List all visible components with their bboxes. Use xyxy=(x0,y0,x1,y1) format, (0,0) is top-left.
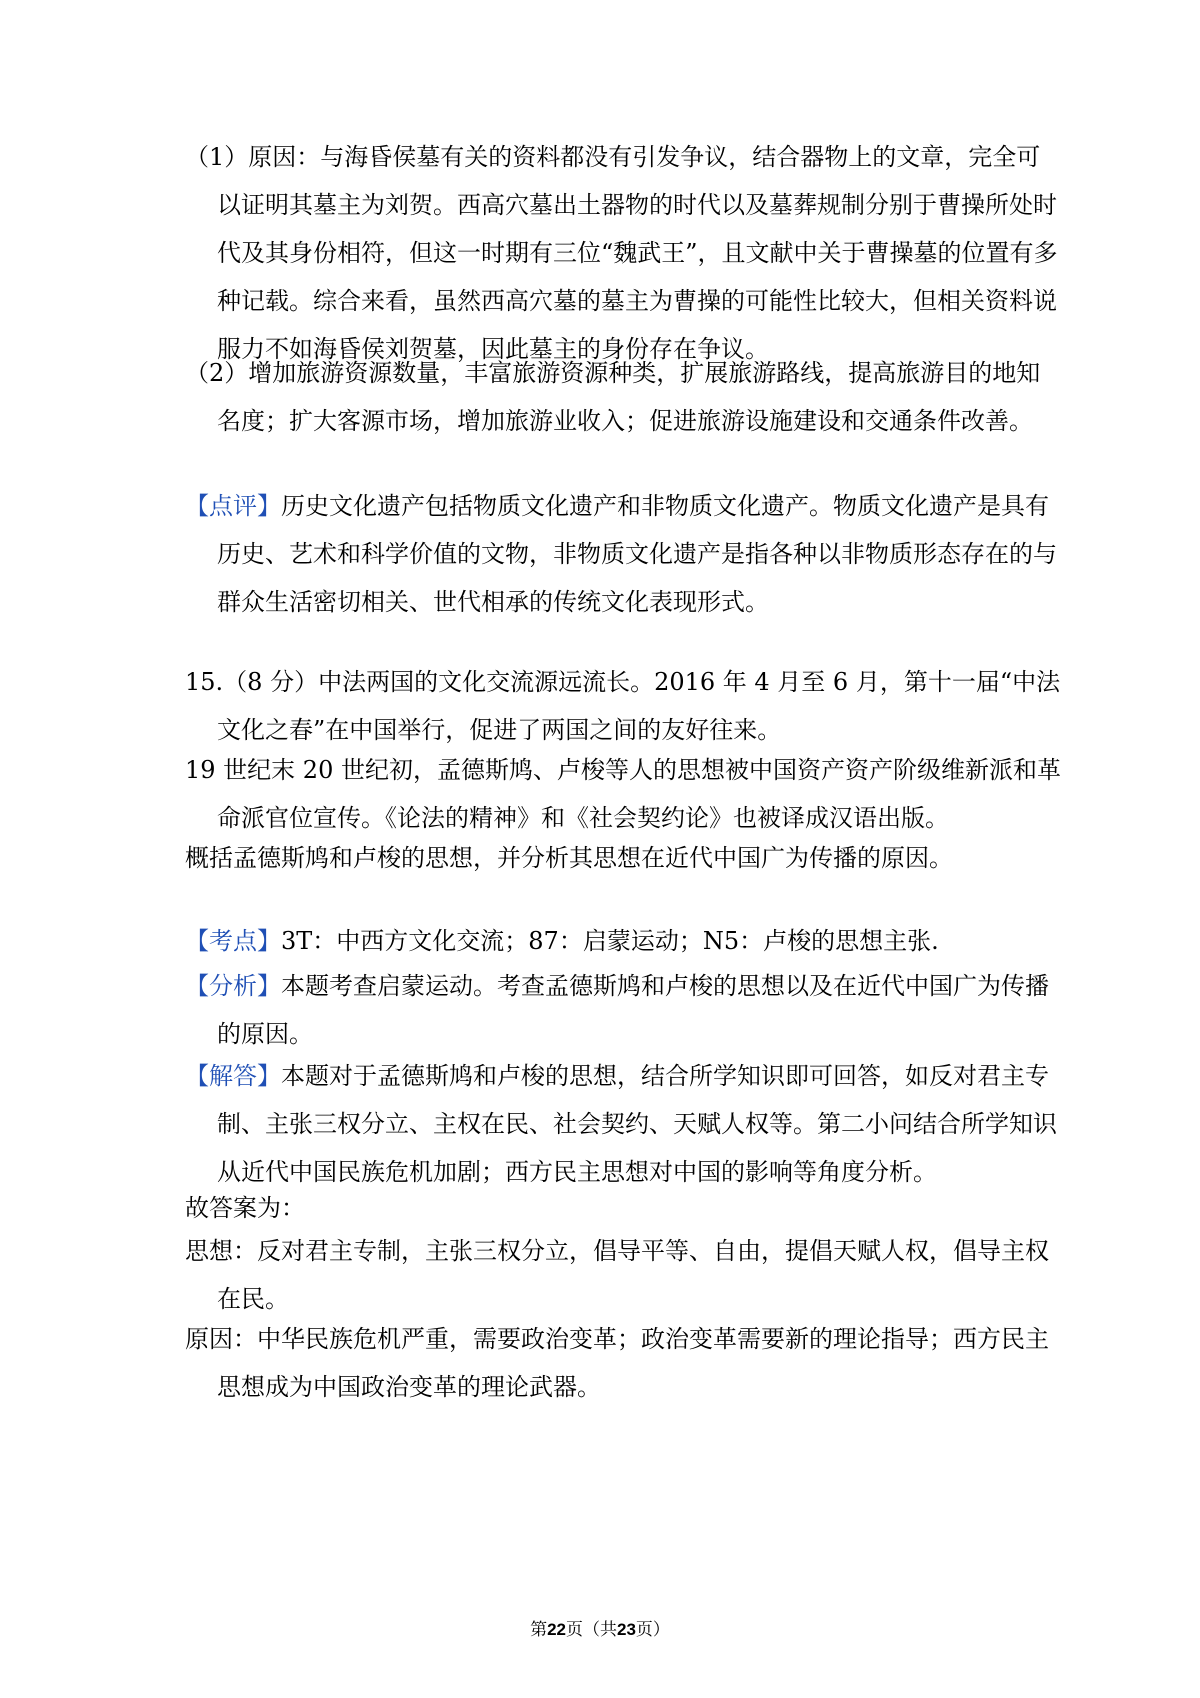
question-15-material: 19 世纪末 20 世纪初，孟德斯鸠、卢梭等人的思想被中国资产资产阶级维新派和革命派官位宣传。《论法的精神》和《社会契约论》也被译成汉语出版。 xyxy=(185,756,1061,832)
total-pages: 23 xyxy=(617,1620,636,1639)
fenxi-tag: 【分析】 xyxy=(185,972,281,1000)
comment-text: 历史文化遗产包括物质文化遗产和非物质文化遗产。物质文化遗产是具有历史、艺术和科学价值的文物，非物质文化遗产是指各种以非物质形态存在的与群众生活密切相关、世代相承的传统文化表现形式。 xyxy=(217,492,1057,616)
comment-block xyxy=(185,482,1062,626)
footer-suffix: 页） xyxy=(635,1620,670,1640)
jieda-block xyxy=(185,1052,1062,1196)
answer-part-1: （1）原因：与海昏侯墓有关的资料都没有引发争议，结合器物上的文章，完全可以证明其墓主为刘贺。西高穴墓出土器物的时代以及墓葬规制分别于曹操所处时代及其身份相符，但这一时期有三位“魏武王”，且文献中关于曹操墓的位置有多种记载。综合来看，虽然西高穴墓的墓主为曹操的可能性比较大，但相关资料说服力不如海昏侯刘贺墓，因此墓主的身份存在争议。 xyxy=(185,143,1058,363)
question-15: 15.（8 分）中法两国的文化交流源远流长。2016 年 4 月至 6 月，第十一届“中法文化之春”在中国举行，促进了两国之间的友好往来。 xyxy=(185,668,1061,744)
current-page-number: 22 xyxy=(547,1620,566,1639)
answer-thought: 思想：反对君主专制，主张三权分立，倡导平等、自由，提倡天赋人权，倡导主权在民。 xyxy=(185,1237,1049,1313)
answer-reason: 原因：中华民族危机严重，需要政治变革；政治变革需要新的理论指导；西方民主思想成为中国政治变革的理论武器。 xyxy=(185,1325,1049,1401)
fenxi-block xyxy=(185,962,1062,1058)
kaodian-text: 3T：中西方文化交流；87：启蒙运动；N5：卢梭的思想主张. xyxy=(281,927,939,955)
jieda-text: 本题对于孟德斯鸠和卢梭的思想，结合所学知识即可回答，如反对君主专制、主张三权分立、主权在民、社会契约、天赋人权等。第二小问结合所学知识从近代中国民族危机加剧；西方民主思想对中国的影响等角度分析。 xyxy=(217,1062,1057,1186)
kaodian-block xyxy=(185,917,1062,965)
footer-prefix: 第 xyxy=(530,1620,548,1640)
answer-part-2: （2）增加旅游资源数量，丰富旅游资源种类，扩展旅游路线，提高旅游目的地知名度；扩大客源市场，增加旅游业收入；促进旅游设施建设和交通条件改善。 xyxy=(185,359,1041,435)
answer-intro: 故答案为： xyxy=(185,1194,305,1222)
comment-tag: 【点评】 xyxy=(185,492,281,520)
fenxi-text: 本题考查启蒙运动。考查孟德斯鸠和卢梭的思想以及在近代中国广为传播的原因。 xyxy=(217,972,1049,1048)
jieda-tag: 【解答】 xyxy=(185,1062,281,1090)
kaodian-tag: 【考点】 xyxy=(185,927,281,955)
question-15-prompt: 概括孟德斯鸠和卢梭的思想，并分析其思想在近代中国广为传播的原因。 xyxy=(185,844,953,872)
page-footer xyxy=(0,1618,1200,1642)
footer-middle: 页（共 xyxy=(566,1620,617,1640)
